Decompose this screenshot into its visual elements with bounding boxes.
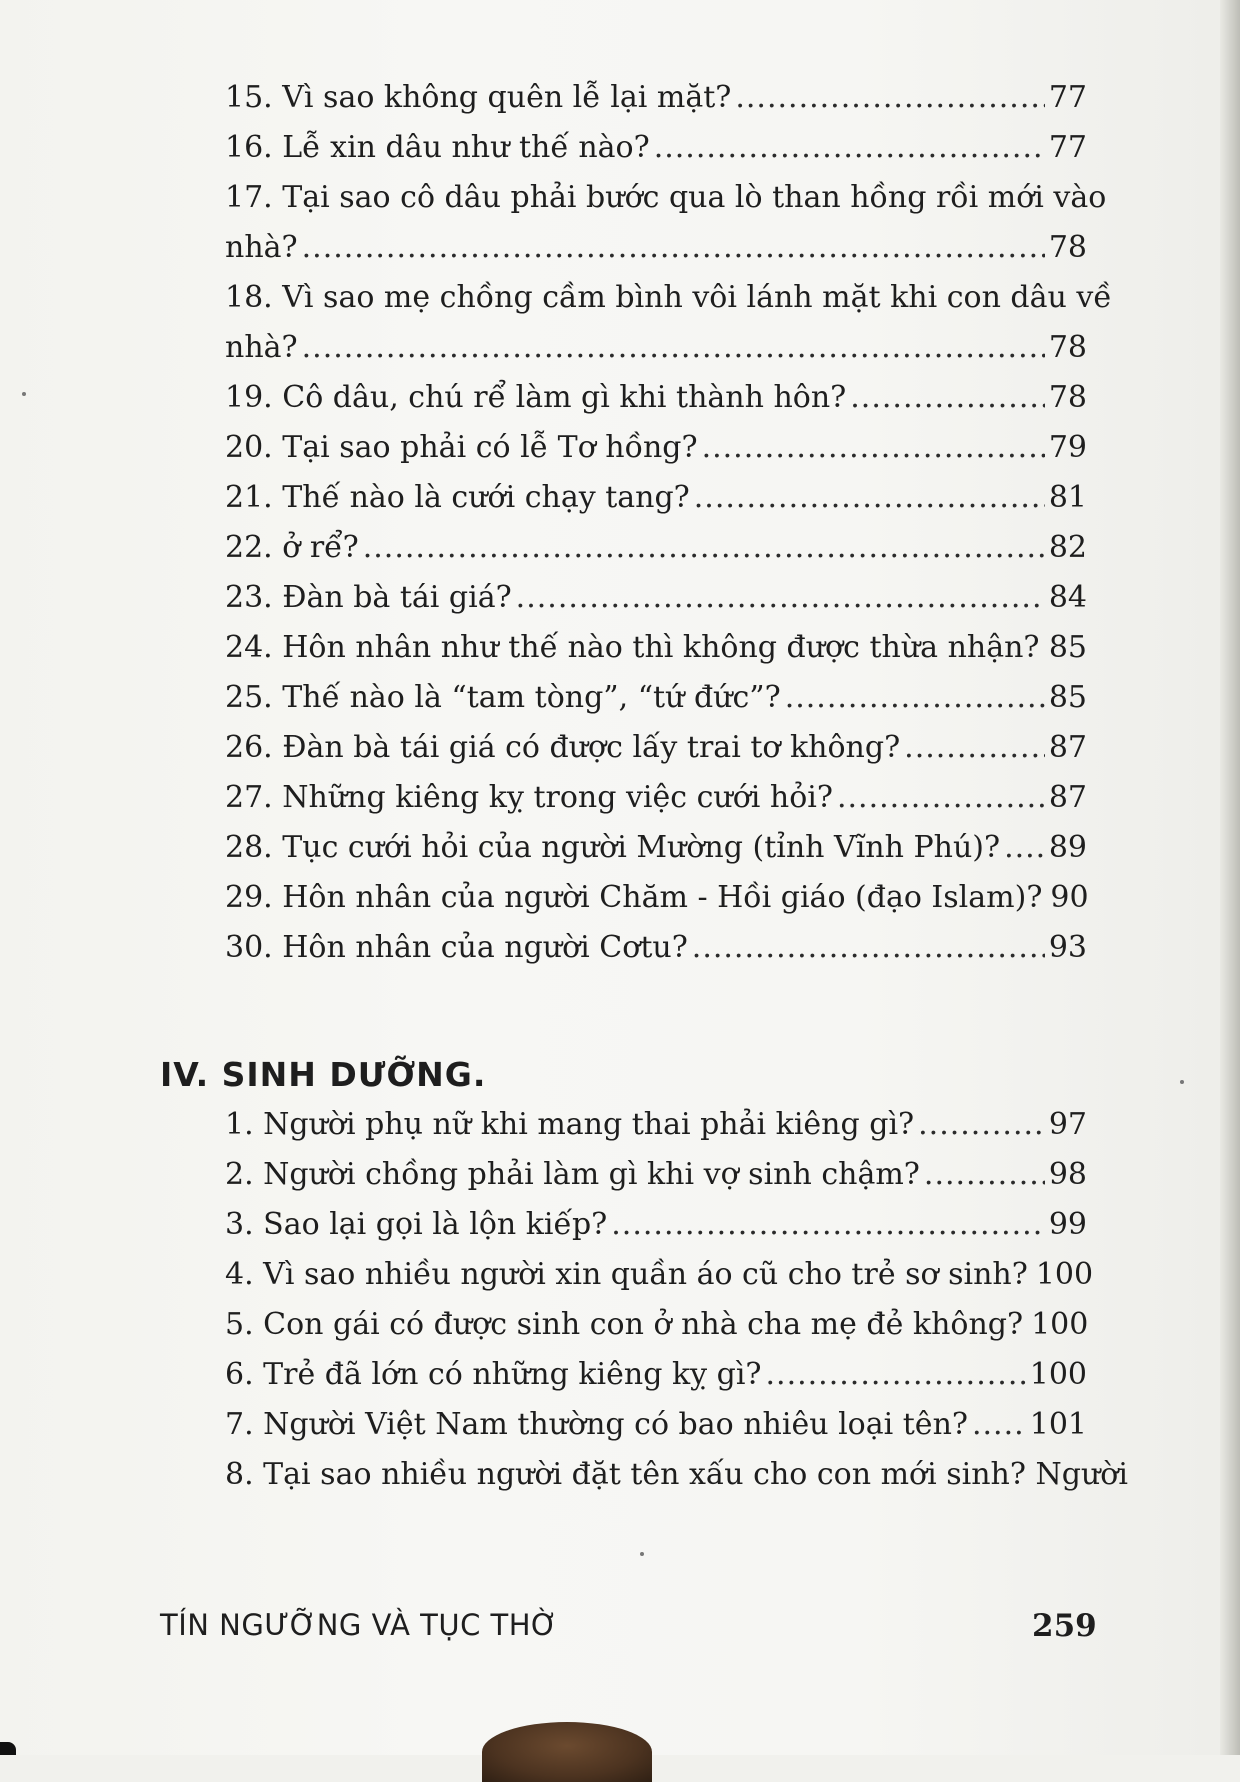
dot-leader [1004,828,1045,868]
dot-leader [302,328,1045,368]
toc-entry-title: 23. Đàn bà tái giá? [225,580,512,615]
toc-entry [225,1455,1128,1505]
toc-entry [225,828,1087,878]
toc-entry-line [225,928,1087,978]
toc-entry-page: 82 [1048,530,1087,565]
toc-entry-title: 28. Tục cưới hỏi của người Mường (tỉnh Vĩnh Phú)? [225,830,1001,865]
toc-entry [225,528,1087,578]
toc-entry [225,728,1087,778]
toc-entry-title: 6. Trẻ đã lớn có những kiêng kỵ gì? [225,1357,762,1392]
toc-entry-title: 20. Tại sao phải có lễ Tơ hồng? [225,430,698,465]
toc-entry [225,478,1087,528]
toc-entry-page: 78 [1048,330,1087,365]
toc-entry-line [225,378,1087,428]
toc-entry-page: 100 [1035,1257,1094,1292]
toc-entry-page: 93 [1048,930,1087,965]
toc-entry [225,628,1087,678]
toc-entry-line [225,828,1087,878]
toc-entry-line [225,528,1087,578]
toc-entry-title: 24. Hôn nhân như thế nào thì không được thừa nhận? [225,630,1040,665]
toc-entry-line [225,1305,1087,1355]
paper-speck [22,392,26,396]
toc-entry-line [225,178,1107,228]
dot-leader [516,578,1045,618]
toc-entry [225,878,1087,928]
toc-entry-page: 84 [1048,580,1087,615]
toc-entry-title: 16. Lễ xin dâu như thế nào? [225,130,650,165]
toc-entry-page: 77 [1048,80,1087,115]
toc-entry [225,1255,1094,1305]
toc-entry-title: 8. Tại sao nhiều người đặt tên xấu cho con mới sinh? Người [225,1457,1128,1492]
toc-entry-title: 18. Vì sao mẹ chồng cầm bình vôi lánh mặt khi con dâu về [225,280,1112,315]
toc-entry-page: 99 [1048,1207,1087,1242]
toc-entry [225,278,1112,378]
toc-entry-page: 100 [1029,1357,1087,1392]
toc-entry-title: 15. Vì sao không quên lễ lại mặt? [225,80,732,115]
dot-leader [611,1205,1045,1245]
toc-entry-title: 1. Người phụ nữ khi mang thai phải kiêng gì? [225,1107,915,1142]
section-heading-iv: IV. SINH DƯỠNG. [160,1055,487,1094]
toc-entry [225,578,1087,628]
toc-entry-title: 4. Vì sao nhiều người xin quần áo cũ cho trẻ sơ sinh? [225,1257,1028,1292]
toc-entry [225,1105,1087,1155]
toc-entry-title: 27. Những kiêng kỵ trong việc cưới hỏi? [225,780,833,815]
toc-entry-title: 5. Con gái có được sinh con ở nhà cha mẹ đẻ không? [225,1307,1024,1342]
toc-entry-title: 3. Sao lại gọi là lộn kiếp? [225,1207,608,1242]
toc-entry-title: nhà? [225,330,298,365]
toc-entry-line [225,78,1087,128]
toc-entry-line [225,1255,1094,1305]
toc-entry [225,678,1087,728]
toc-entry-page: 85 [1048,680,1087,715]
toc-entry-title: 25. Thế nào là “tam tòng”, “tứ đức”? [225,680,781,715]
dot-leader [702,428,1045,468]
dot-leader [692,928,1045,968]
toc-entry-line [225,578,1087,628]
toc-entry-title: 7. Người Việt Nam thường có bao nhiêu loại tên? [225,1407,968,1442]
toc-entry-line [225,778,1087,828]
toc-entry-title: 30. Hôn nhân của người Cơtu? [225,930,688,965]
toc-entry-page: 77 [1048,130,1087,165]
toc-entry-line [225,1105,1087,1155]
toc-entry-line [225,728,1087,778]
toc-entry-line [225,1355,1087,1405]
toc-entry-line [225,478,1087,528]
toc-entry [225,128,1087,178]
toc-entry-title: 21. Thế nào là cưới chạy tang? [225,480,690,515]
dot-leader [766,1355,1026,1395]
toc-entry [225,428,1087,478]
dot-leader [924,1155,1045,1195]
dot-leader [302,228,1045,268]
toc-entry-line [225,1405,1087,1455]
toc-entry-title: 17. Tại sao cô dâu phải bước qua lò than hồng rồi mới vào [225,180,1107,215]
dot-leader [972,1405,1026,1445]
toc-entry [225,178,1107,278]
toc-entry [225,378,1087,428]
toc-entry-line [225,228,1087,278]
dot-leader [1044,628,1045,668]
toc-entry [225,78,1087,128]
toc-entry [225,1305,1087,1355]
toc-entry-line [225,628,1087,678]
thumb-shadow [482,1722,652,1782]
toc-entry-page: 100 [1031,1307,1089,1342]
dot-leader [785,678,1045,718]
toc-entry-title: 26. Đàn bà tái giá có được lấy trai tơ không? [225,730,901,765]
paper-speck [640,1552,644,1556]
toc-entry-line [225,428,1087,478]
toc-entry-line [225,128,1087,178]
dot-leader [735,78,1044,118]
dot-leader [363,528,1045,568]
toc-entry-page: 87 [1048,730,1087,765]
toc-entry-line [225,878,1087,928]
toc-entry-title: 19. Cô dâu, chú rể làm gì khi thành hôn? [225,380,847,415]
dot-leader [918,1105,1045,1145]
toc-entry-page: 85 [1048,630,1087,665]
dot-leader [837,778,1045,818]
paper-speck [1180,1080,1184,1084]
toc-entry [225,778,1087,828]
toc-entry-title: 29. Hôn nhân của người Chăm - Hồi giáo (đạo Islam)? [225,880,1043,915]
dot-leader [904,728,1045,768]
toc-entry-title: nhà? [225,230,298,265]
dot-leader [694,478,1045,518]
toc-entry-page: 97 [1048,1107,1087,1142]
toc-entry [225,1405,1087,1455]
toc-entry [225,1355,1087,1405]
toc-entry-line [225,678,1087,728]
page-edge-shadow [1220,0,1240,1755]
page-number: 259 [1032,1608,1097,1644]
toc-entry-line [225,1205,1087,1255]
toc-entry-line [225,328,1087,378]
toc-entry-page: 78 [1048,380,1087,415]
toc-entry-page: 90 [1050,880,1089,915]
running-footer-title: TÍN NGƯỠNG VÀ TỤC THỜ [160,1608,559,1642]
toc-entry-page: 98 [1048,1157,1087,1192]
toc-entry [225,928,1087,978]
corner-blot [0,1742,16,1755]
toc-entry [225,1205,1087,1255]
toc-entry-title: 22. ở rể? [225,530,359,565]
toc-entry-page: 81 [1048,480,1087,515]
dot-leader [850,378,1045,418]
dot-leader [654,128,1045,168]
toc-entry-page: 101 [1029,1407,1087,1442]
toc-entry-page: 78 [1048,230,1087,265]
toc-entry-page: 89 [1048,830,1087,865]
toc-entry-page: 79 [1048,430,1087,465]
toc-entry-line [225,1455,1128,1505]
toc-entry-line [225,1155,1087,1205]
toc-entry [225,1155,1087,1205]
toc-entry-title: 2. Người chồng phải làm gì khi vợ sinh chậm? [225,1157,920,1192]
toc-entry-page: 87 [1048,780,1087,815]
toc-entry-line [225,278,1112,328]
